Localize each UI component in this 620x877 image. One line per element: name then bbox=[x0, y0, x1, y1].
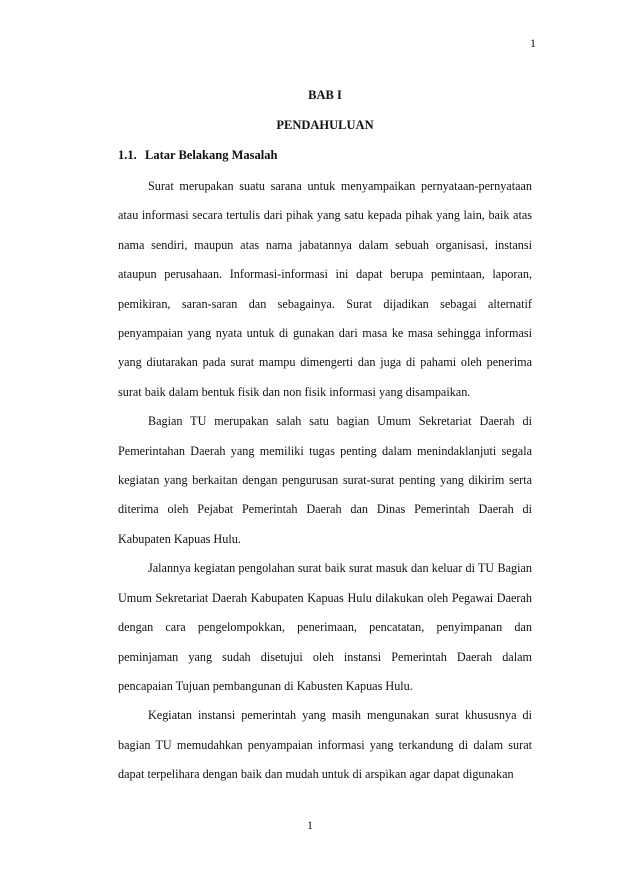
paragraph: Kegiatan instansi pemerintah yang masih mengunakan surat khususnya di bagian TU memudahkan penyampaian informasi yang terkandung di dalam surat dapat terpelihara dengan baik dan mudah untuk di arspikan agar dapat digunakan bbox=[118, 708, 532, 782]
page-number-top: 1 bbox=[530, 36, 536, 50]
chapter-label: BAB I bbox=[308, 88, 342, 102]
section-title: Latar Belakang Masalah bbox=[145, 148, 278, 162]
paragraph: Bagian TU merupakan salah satu bagian Umum Sekretariat Daerah di Pemerintahan Daerah yang memiliki tugas penting dalam menindaklanjuti segala kegiatan yang berkaitan dengan pengurusan surat-surat penting yang dikirim serta diterima oleh Pejabat Pemerintah Daerah dan Dinas Pemerintah Daerah di Kabupaten Kapuas Hulu. bbox=[118, 414, 532, 546]
page-number-bottom: 1 bbox=[307, 818, 313, 832]
section-number: 1.1. bbox=[118, 148, 137, 162]
body-text bbox=[118, 172, 532, 790]
paragraph: Surat merupakan suatu sarana untuk menyampaikan pernyataan-pernyataan atau informasi secara tertulis dari pihak yang satu kepada pihak yang lain, baik atas nama sendiri, maupun atas nama jabatannya dalam sebuah organisasi, instansi ataupun perusahaan. Informasi-informasi ini dapat berupa pemintaan, laporan, pemikiran, saran-saran dan sebagainya. Surat dijadikan sebagai alternatif penyampaian yang nyata untuk di gunakan dari masa ke masa sehingga informasi yang diutarakan pada surat mampu dimengerti dan juga di pahami oleh penerima surat baik dalam bentuk fisik dan non fisik informasi yang disampaikan. bbox=[118, 179, 532, 399]
chapter-title: PENDAHULUAN bbox=[276, 118, 374, 132]
paragraph: Jalannya kegiatan pengolahan surat baik surat masuk dan keluar di TU Bagian Umum Sekretariat Daerah Kabupaten Kapuas Hulu dilakukan oleh Pegawai Daerah dengan cara pengelompokkan, penerimaan, pencatatan, penyimpanan dan peminjaman yang sudah disetujui oleh instansi Pemerintah Daerah dalam pencapaian Tujuan pembangunan di Kabusten Kapuas Hulu. bbox=[118, 561, 532, 693]
section-heading bbox=[118, 148, 277, 163]
